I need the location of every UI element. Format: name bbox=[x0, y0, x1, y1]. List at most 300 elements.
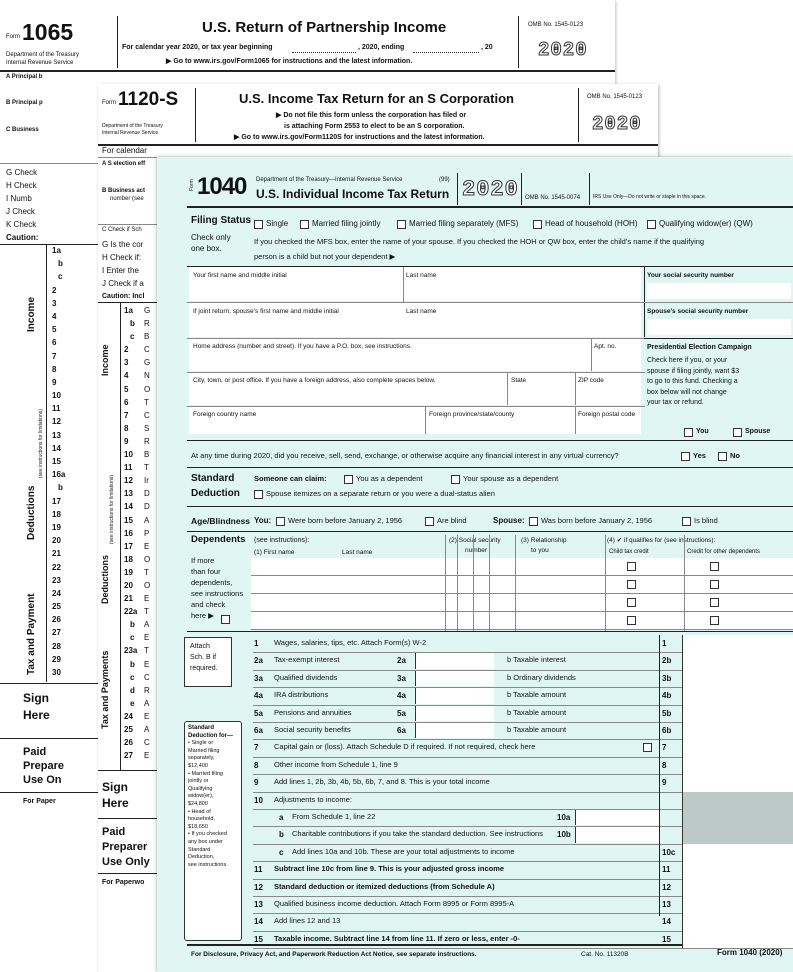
divider bbox=[117, 16, 118, 68]
omb-number: OMB No. 1545-0123 bbox=[528, 22, 584, 28]
line-number: a bbox=[279, 813, 284, 822]
date-field[interactable] bbox=[413, 52, 479, 53]
divider bbox=[98, 224, 158, 225]
box-label: 3b bbox=[662, 673, 672, 683]
zip-label: ZIP code bbox=[578, 377, 604, 384]
side-income: Income bbox=[26, 296, 37, 332]
divider bbox=[253, 948, 793, 949]
divider bbox=[515, 535, 516, 631]
omb-number: OMB No. 1545-0123 bbox=[587, 94, 643, 100]
dept-text: Department of the Treasury—Internal Revenue Service bbox=[256, 177, 403, 183]
irs-text: Internal Revenue Service bbox=[6, 60, 74, 66]
divider bbox=[0, 792, 98, 793]
line-number: 5 bbox=[124, 384, 129, 394]
divider bbox=[457, 173, 458, 205]
line-letter: G bbox=[144, 358, 151, 368]
line-number: 11 bbox=[52, 404, 61, 414]
std-side-line: $24,800 bbox=[188, 800, 208, 807]
line-number: 8 bbox=[52, 364, 57, 374]
amount-field[interactable] bbox=[682, 722, 793, 739]
amount-field[interactable] bbox=[682, 879, 793, 896]
dependents-col-rel-a: (3) Relationship bbox=[521, 537, 567, 544]
box-label: 6b bbox=[662, 726, 672, 735]
spouse-dependent-checkbox[interactable] bbox=[451, 475, 460, 484]
child-credit-checkbox[interactable] bbox=[627, 616, 636, 625]
amount-field[interactable] bbox=[682, 757, 793, 774]
line-letter: A bbox=[144, 725, 150, 734]
side-income: Income bbox=[100, 344, 110, 376]
line-b-text: b Taxable amount bbox=[507, 707, 567, 717]
row-a: A S election eff bbox=[102, 161, 146, 167]
amount-field[interactable] bbox=[682, 739, 793, 756]
line-number: 9 bbox=[52, 377, 57, 387]
mid-box-label: 2a bbox=[397, 656, 406, 666]
line-number: 2 bbox=[124, 345, 129, 355]
divider bbox=[0, 738, 98, 739]
row-a: A Principal b bbox=[6, 74, 43, 80]
first-name-label: Your first name and middle initial bbox=[193, 272, 287, 279]
qualifying-widow-checkbox[interactable] bbox=[647, 220, 656, 229]
g-row: G Is the cor bbox=[102, 240, 144, 249]
line-letter: T bbox=[144, 567, 149, 577]
line-letter: O bbox=[144, 384, 151, 394]
line-number: 8 bbox=[124, 423, 129, 433]
amount-field[interactable] bbox=[415, 723, 494, 738]
line-number: 24 bbox=[52, 588, 61, 598]
line-number-list bbox=[52, 246, 65, 681]
line-number: 8 bbox=[254, 760, 259, 770]
dependents-see: (see instructions): bbox=[254, 537, 310, 544]
dependents-col-ssn-a: (2) Social security bbox=[449, 537, 501, 544]
g-row: C Check if Sch bbox=[102, 227, 142, 233]
line-number: b bbox=[130, 620, 135, 630]
paperwork-label: For Paper bbox=[23, 798, 56, 805]
g-row: I Enter the bbox=[102, 266, 139, 275]
line-number: c bbox=[130, 332, 135, 342]
age-label: Age/Blindness bbox=[191, 516, 251, 526]
blind-spouse-checkbox[interactable] bbox=[682, 517, 691, 526]
line-number: 6 bbox=[52, 338, 57, 348]
other-credit-checkbox[interactable] bbox=[710, 580, 719, 589]
amount-field[interactable] bbox=[682, 931, 793, 948]
amount-field[interactable] bbox=[575, 810, 660, 825]
form-label: Form bbox=[189, 179, 195, 191]
line-number: c bbox=[279, 847, 284, 857]
line-number: 20 bbox=[124, 580, 133, 590]
ssn-field[interactable] bbox=[647, 283, 791, 299]
box-label: 5b bbox=[662, 708, 672, 718]
mid-box-label: 4a bbox=[397, 691, 406, 701]
line-number: 7 bbox=[124, 410, 129, 420]
divider bbox=[518, 16, 519, 68]
line-number: 11 bbox=[124, 463, 133, 473]
std-side-line: Standard bbox=[188, 725, 215, 731]
form-title: U.S. Return of Partnership Income bbox=[202, 19, 447, 36]
line-number: 1a bbox=[52, 246, 61, 255]
line-b-text: b Taxable amount bbox=[507, 725, 567, 734]
divider bbox=[507, 373, 508, 405]
box-label: 12 bbox=[662, 882, 671, 892]
state-label: State bbox=[511, 377, 527, 384]
line-number: 9 bbox=[254, 778, 259, 788]
amount-field bbox=[682, 792, 793, 809]
line-number: 13 bbox=[124, 489, 133, 499]
spouse-ssn-field[interactable] bbox=[647, 319, 791, 335]
born-before-spouse-label: Was born before January 2, 1956 bbox=[541, 516, 653, 525]
amount-field[interactable] bbox=[682, 896, 793, 913]
blind-you-checkbox[interactable] bbox=[425, 517, 434, 526]
line-text: Add lines 1, 2b, 3b, 4b, 5b, 6b, 7, and 8. This is your total income bbox=[274, 777, 490, 787]
std-side-line: • Married filing bbox=[188, 770, 223, 777]
dept-text: Department of the Treasury bbox=[6, 52, 80, 58]
line-letter: D bbox=[144, 502, 150, 512]
other-credit-checkbox[interactable] bbox=[710, 562, 719, 571]
row-b-1: B Business act bbox=[102, 188, 146, 194]
line-letter: E bbox=[144, 659, 150, 669]
side-deductions-note: (see instructions for limitations) bbox=[38, 409, 44, 478]
line-letter: A bbox=[144, 515, 150, 525]
blind-spouse-label: Is blind bbox=[694, 516, 718, 525]
line-text: Qualified dividends bbox=[274, 672, 338, 682]
std-side-line: Deduction, bbox=[188, 854, 215, 861]
paid-label: Paid bbox=[23, 746, 47, 758]
campaign-spouse-checkbox[interactable] bbox=[733, 428, 742, 437]
mid-box-label: 3a bbox=[397, 673, 406, 683]
dependents-side-line: If more bbox=[191, 556, 215, 565]
line-number: 19 bbox=[52, 522, 61, 532]
line-number: 23a bbox=[124, 646, 138, 656]
line-number: 11 bbox=[254, 865, 263, 875]
line-number: e bbox=[130, 698, 135, 708]
line-b-text: b Ordinary dividends bbox=[507, 672, 576, 682]
line-number: 19 bbox=[124, 567, 133, 577]
divider bbox=[187, 467, 793, 468]
box-label: 9 bbox=[662, 778, 667, 788]
line-number: 10 bbox=[52, 391, 61, 401]
line-letter: C bbox=[144, 410, 150, 420]
divider bbox=[644, 338, 793, 339]
born-before-you-checkbox[interactable] bbox=[276, 517, 285, 526]
line-number: 14 bbox=[254, 917, 263, 927]
line-number: 28 bbox=[52, 641, 61, 651]
form-subtitle-end: , 20 bbox=[481, 44, 493, 51]
amount-field[interactable] bbox=[682, 705, 793, 722]
line-letter: T bbox=[144, 397, 149, 407]
virtual-question: At any time during 2020, did you receive, sell, send, exchange, or otherwise acquire any financial interest in any virtual currency? bbox=[191, 451, 619, 460]
line-number: 15 bbox=[52, 457, 61, 466]
campaign-title: Presidential Election Campaign bbox=[647, 344, 752, 351]
married-jointly-checkbox[interactable] bbox=[300, 220, 309, 229]
filing-status-note-1: If you checked the MFS box, enter the name of your spouse. If you checked the HOH or QW box, enter the child’s name if the qualifying bbox=[254, 237, 705, 246]
campaign-line: spouse if filing jointly, want $3 bbox=[647, 367, 740, 375]
head-of-household-checkbox[interactable] bbox=[533, 220, 542, 229]
divider bbox=[187, 506, 793, 507]
child-credit-checkbox[interactable] bbox=[627, 580, 636, 589]
date-field[interactable] bbox=[292, 52, 356, 53]
divider bbox=[251, 629, 793, 630]
goto-text: ▶ Go to www.irs.gov/Form1065 for instructions and the latest information. bbox=[166, 58, 413, 65]
line-number: 12 bbox=[254, 882, 263, 892]
line-letter: R bbox=[144, 436, 150, 446]
amount-field[interactable] bbox=[682, 774, 793, 791]
attach-line: Sch. B if bbox=[190, 654, 217, 661]
virtual-yes-checkbox[interactable] bbox=[681, 452, 690, 461]
form-code: (99) bbox=[439, 177, 450, 183]
line-letter: E bbox=[144, 594, 150, 604]
divider bbox=[575, 373, 576, 405]
line-number: 22 bbox=[52, 562, 61, 572]
footer-form: Form 1040 (2020) bbox=[717, 948, 783, 957]
born-before-spouse-checkbox[interactable] bbox=[529, 517, 538, 526]
side-deductions: Deductions bbox=[100, 554, 110, 604]
qualifying-widow-label: Qualifying widow(er) (QW) bbox=[659, 219, 753, 228]
divider bbox=[457, 535, 458, 631]
std-side-line: Deduction for— bbox=[188, 732, 233, 739]
line-number: 16 bbox=[124, 528, 133, 538]
omb-number: OMB No. 1545-0074 bbox=[525, 195, 581, 201]
form-subtitle-mid: , 2020, ending bbox=[358, 44, 405, 51]
spouse-itemizes-label: Spouse itemizes on a separate return or you were a dual-status alien bbox=[266, 489, 495, 498]
dependents-col-last: Last name bbox=[342, 549, 373, 556]
caution-text: Caution: bbox=[6, 233, 39, 242]
amount-field[interactable] bbox=[415, 671, 494, 686]
line-letter: E bbox=[144, 711, 150, 721]
row-c: C Business bbox=[6, 127, 39, 133]
divider bbox=[445, 535, 446, 631]
child-credit-checkbox[interactable] bbox=[627, 598, 636, 607]
campaign-you-label: You bbox=[696, 428, 709, 435]
attach-note bbox=[184, 637, 232, 687]
line-number: 6 bbox=[124, 397, 129, 407]
line-text: Charitable contributions if you take the standard deduction. See instructions bbox=[292, 829, 543, 839]
line-number: 21 bbox=[52, 549, 61, 559]
amount-field[interactable] bbox=[415, 706, 494, 721]
spouse-itemizes-checkbox[interactable] bbox=[254, 490, 263, 499]
postal-label: Foreign postal code bbox=[578, 411, 636, 418]
line-number: 13 bbox=[254, 900, 263, 909]
dependents-col-other: Credit for other dependents bbox=[687, 549, 761, 555]
irs-text: Internal Revenue Service bbox=[102, 130, 159, 136]
joint-last-label: Last name bbox=[406, 308, 437, 315]
line-letter: B bbox=[144, 450, 150, 460]
you-dependent-checkbox[interactable] bbox=[344, 475, 353, 484]
foreign-address-field[interactable] bbox=[189, 407, 641, 434]
std-side-line: $12,400 bbox=[188, 762, 208, 769]
line-number: 14 bbox=[124, 502, 133, 512]
dependents-col-qualify: (4) ✔ if qualifies for (see instructions): bbox=[607, 537, 716, 544]
campaign-you-checkbox[interactable] bbox=[684, 428, 693, 437]
line-number: 20 bbox=[52, 536, 61, 546]
child-credit-checkbox[interactable] bbox=[627, 562, 636, 571]
amount-field[interactable] bbox=[415, 688, 494, 703]
other-credit-checkbox[interactable] bbox=[710, 616, 719, 625]
dependents-label: Dependents bbox=[191, 534, 246, 545]
line-text: Qualified business income deduction. Attach Form 8995 or Form 8995-A bbox=[274, 899, 515, 908]
line-number: 13 bbox=[52, 430, 61, 440]
head-of-household-label: Head of household (HOH) bbox=[545, 219, 638, 228]
line-letter: O bbox=[144, 554, 151, 564]
divider bbox=[195, 88, 196, 142]
divider bbox=[0, 163, 98, 164]
line-number: 10 bbox=[124, 450, 133, 460]
amount-field[interactable] bbox=[575, 827, 660, 842]
g-row: K Check bbox=[6, 220, 37, 229]
attach-line: required. bbox=[190, 665, 218, 672]
someone-claim-label: Someone can claim: bbox=[254, 474, 327, 483]
line-number: 23 bbox=[52, 575, 61, 585]
attach-line: Attach bbox=[190, 643, 210, 650]
line-letter: C bbox=[144, 738, 150, 748]
line-letter: E bbox=[144, 633, 150, 643]
line-number: 25 bbox=[52, 602, 61, 612]
divider bbox=[120, 302, 121, 770]
line-letter: S bbox=[144, 423, 150, 433]
line-number: 14 bbox=[52, 443, 61, 453]
virtual-no-checkbox[interactable] bbox=[718, 452, 727, 461]
line-letter: A bbox=[144, 620, 150, 630]
dependents-side-note bbox=[191, 555, 243, 621]
mid-box-label: 5a bbox=[397, 708, 406, 718]
line-letter: C bbox=[144, 345, 150, 355]
country-label: Foreign country name bbox=[193, 411, 257, 418]
paperwork-label: For Paperwo bbox=[102, 879, 145, 886]
campaign-spouse-label: Spouse bbox=[745, 428, 771, 435]
form-number: 1065 bbox=[22, 19, 74, 45]
g-row: G Check bbox=[6, 168, 38, 177]
form-subtitle: For calendar year 2020, or tax year beginning bbox=[122, 44, 273, 51]
divider bbox=[98, 873, 158, 874]
capital-gain-checkbox[interactable] bbox=[643, 743, 652, 752]
line-number: 22a bbox=[124, 607, 138, 617]
divider bbox=[98, 157, 158, 158]
line-letter: Ir bbox=[144, 476, 149, 486]
line-number: 3 bbox=[124, 358, 129, 368]
std-side-line: $18,650 bbox=[188, 823, 208, 830]
married-separately-checkbox[interactable] bbox=[397, 220, 406, 229]
divider bbox=[187, 206, 793, 208]
divider bbox=[575, 407, 576, 434]
std-side-line: Qualifying bbox=[188, 785, 213, 792]
use-only-label: Use Only bbox=[102, 856, 150, 868]
std-side-line: separately, bbox=[188, 755, 215, 762]
divider bbox=[591, 339, 592, 371]
divider bbox=[187, 531, 793, 532]
box-label: 7 bbox=[662, 743, 667, 753]
paid-label: Paid bbox=[102, 826, 126, 838]
line-text: Add lines 12 and 13 bbox=[274, 916, 341, 926]
std-side-line: • If you checked bbox=[188, 831, 227, 838]
amount-field[interactable] bbox=[682, 687, 793, 704]
line-number: 12 bbox=[124, 476, 133, 486]
line-b-text: b Taxable amount bbox=[507, 690, 567, 700]
amount-field[interactable] bbox=[682, 670, 793, 687]
dept-text: Department of the Treasury bbox=[102, 123, 163, 129]
g-row: H Check bbox=[6, 181, 37, 190]
divider bbox=[605, 535, 606, 631]
g-rows bbox=[102, 227, 144, 292]
line-letter: G bbox=[144, 306, 151, 315]
dependents-side-line: than four bbox=[191, 567, 221, 576]
amount-field[interactable] bbox=[682, 861, 793, 878]
line-number: b bbox=[58, 483, 63, 493]
mid-box-label: 10b bbox=[557, 830, 571, 840]
preparer-label: Prepare bbox=[23, 760, 64, 772]
ssn-label: Your social security number bbox=[647, 272, 734, 279]
box-label: 14 bbox=[662, 917, 671, 927]
preparer-label: Preparer bbox=[102, 841, 148, 853]
box-label: 15 bbox=[662, 934, 671, 944]
line-text: Adjustments to income: bbox=[274, 794, 352, 804]
form-label: Form bbox=[102, 100, 116, 106]
joint-first-label: If joint return, spouse’s first name and middle initial bbox=[193, 308, 339, 315]
line-number: b bbox=[130, 659, 135, 669]
age-spouse-label: Spouse: bbox=[493, 516, 525, 525]
line-number: 17 bbox=[124, 541, 133, 551]
amount-field[interactable] bbox=[682, 635, 793, 652]
dependents-col-first: (1) First name bbox=[254, 549, 295, 556]
mid-box-label: 6a bbox=[397, 726, 406, 735]
amount-field[interactable] bbox=[415, 653, 494, 668]
line-number: 29 bbox=[52, 654, 61, 664]
side-deductions: Deductions bbox=[26, 485, 37, 540]
line-number: 1 bbox=[254, 639, 259, 648]
calendar-text: For calendar bbox=[102, 146, 147, 155]
line-number: 15 bbox=[254, 934, 263, 944]
std-side-line: widow(er), bbox=[188, 793, 214, 800]
amount-field[interactable] bbox=[682, 652, 793, 669]
line-text: Social security benefits bbox=[274, 725, 351, 734]
box-label: 2b bbox=[662, 656, 672, 666]
g-row: J Check bbox=[6, 207, 35, 216]
filing-status-note-2: person is a child but not your dependent ▶ bbox=[254, 252, 396, 261]
line-number: 7 bbox=[52, 351, 57, 361]
line-number: 18 bbox=[52, 509, 61, 519]
apt-label: Apt. no. bbox=[594, 343, 617, 350]
dependents-side-line: dependents, bbox=[191, 578, 233, 587]
single-checkbox[interactable] bbox=[254, 220, 263, 229]
box-label: 1 bbox=[662, 639, 667, 648]
line-number: 30 bbox=[52, 668, 61, 677]
line-number: c bbox=[58, 272, 63, 282]
province-label: Foreign province/state/county bbox=[429, 411, 515, 418]
divider bbox=[187, 440, 793, 441]
amount-field bbox=[682, 826, 793, 843]
line-number: 3 bbox=[52, 298, 57, 308]
box-label: 13 bbox=[662, 900, 671, 909]
line-text: Tax-exempt interest bbox=[274, 655, 340, 665]
amount-field[interactable] bbox=[682, 913, 793, 930]
divider bbox=[489, 535, 490, 631]
form-note-3: ▶ Go to www.irs.gov/Form1120S for instructions and the latest information. bbox=[234, 134, 485, 141]
line-letter: E bbox=[144, 751, 150, 761]
filing-status-sub2: one box. bbox=[191, 244, 222, 253]
divider bbox=[425, 407, 426, 434]
campaign-line: your tax or refund. bbox=[647, 399, 704, 406]
campaign-line: to go to this fund. Checking a bbox=[647, 378, 738, 385]
line-letter: T bbox=[144, 646, 149, 656]
line-letter: T bbox=[144, 463, 149, 473]
g-rows bbox=[6, 168, 37, 233]
line-number: 4a bbox=[254, 691, 263, 701]
spouse-ssn-label: Spouse’s social security number bbox=[647, 308, 749, 315]
line-number: 2 bbox=[52, 285, 57, 295]
more-dependents-checkbox[interactable] bbox=[221, 615, 230, 624]
amount-field[interactable] bbox=[682, 844, 793, 861]
side-tax: Tax and Payments bbox=[100, 650, 110, 729]
divider bbox=[0, 70, 615, 72]
other-credit-checkbox[interactable] bbox=[710, 598, 719, 607]
form-note-2: is attaching Form 2553 to elect to be an S corporation. bbox=[284, 123, 465, 130]
